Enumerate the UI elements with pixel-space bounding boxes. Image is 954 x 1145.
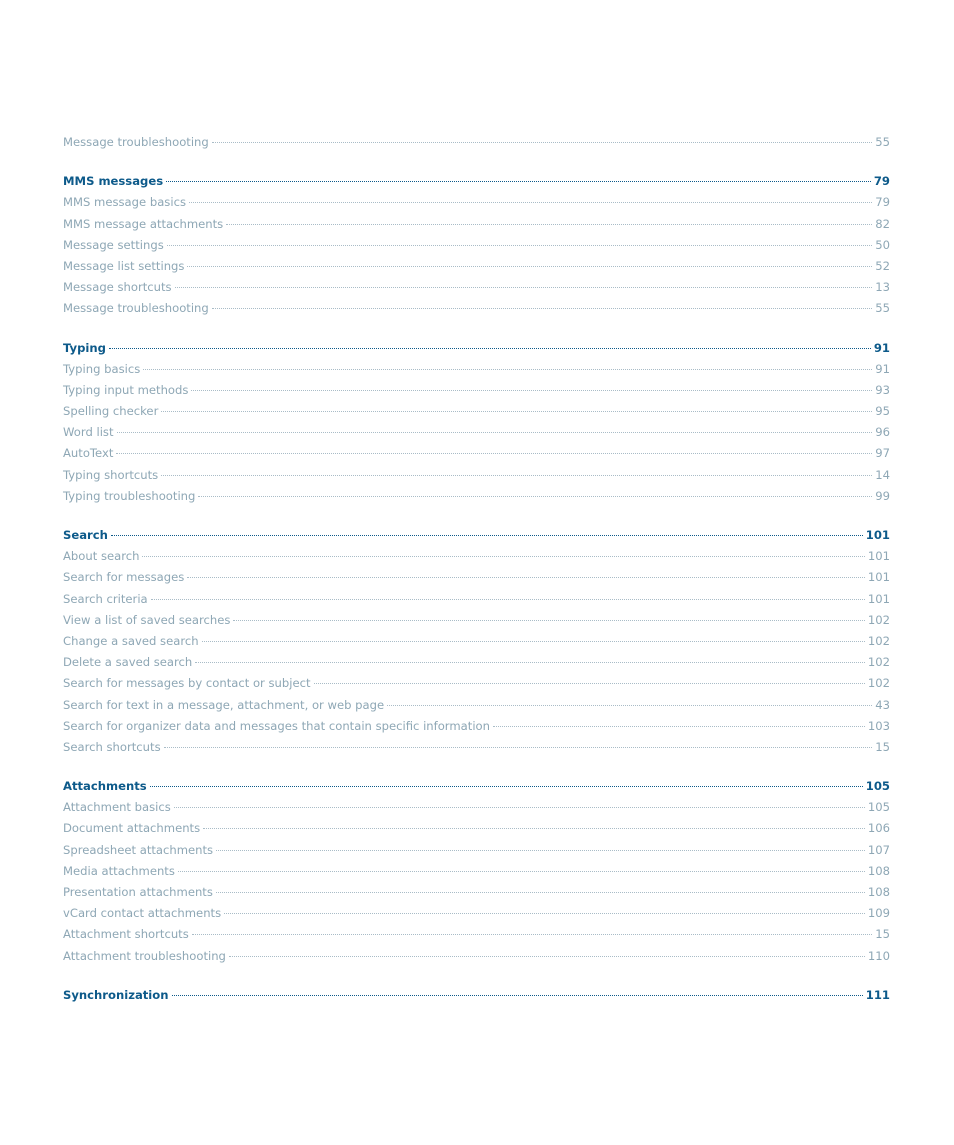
dot-leader [198, 496, 872, 497]
toc-entry-mms-message-attachments[interactable] [63, 214, 890, 235]
toc-heading-label: Synchronization [63, 987, 169, 1002]
toc-heading-page-number: 101 [865, 528, 890, 542]
dot-leader [229, 956, 865, 957]
toc-entry-spelling-checker[interactable] [63, 401, 890, 422]
toc-heading-page-number: 79 [873, 174, 890, 189]
toc-section [63, 776, 890, 967]
toc-heading-mms-messages[interactable] [63, 171, 890, 192]
toc-entry-message-list-settings[interactable] [63, 256, 890, 277]
dot-leader [203, 828, 865, 829]
toc-entry-page-number: 101 [867, 570, 890, 585]
toc-entry-page-number: 109 [867, 906, 890, 921]
dot-leader [164, 747, 873, 748]
dot-leader [314, 683, 865, 684]
toc-entry-attachment-shortcuts[interactable] [63, 924, 890, 945]
dot-leader [195, 662, 865, 663]
dot-leader [191, 390, 872, 391]
dot-leader [117, 432, 873, 433]
toc-entry-change-a-saved-search[interactable] [63, 631, 890, 652]
toc-entry-label: About search [63, 549, 140, 564]
toc-entry-typing-input-methods[interactable] [63, 380, 890, 401]
toc-entry-label: Attachment shortcuts [63, 927, 189, 942]
dot-leader [161, 411, 872, 412]
toc-heading-page-number: 111 [865, 987, 890, 1002]
toc-entry-page-number: 96 [875, 425, 890, 440]
toc-entry-search-for-messages[interactable] [63, 567, 890, 588]
dot-leader [161, 475, 872, 476]
dot-leader [212, 308, 872, 309]
toc-entry-search-criteria[interactable] [63, 589, 890, 610]
dot-leader [212, 142, 872, 143]
dot-leader [116, 453, 872, 454]
table-of-contents [63, 132, 890, 1006]
toc-heading-label: Typing [63, 340, 106, 355]
toc-entry-page-number: 95 [875, 404, 890, 419]
toc-entry-label: Document attachments [63, 821, 201, 836]
dot-leader [387, 705, 872, 706]
toc-heading-search[interactable] [63, 525, 890, 546]
toc-entry-page-number: 102 [867, 633, 890, 648]
toc-entry-page-number: 82 [875, 216, 890, 231]
toc-entry-label: Message list settings [63, 258, 185, 273]
toc-entry-label: Search for messages [63, 570, 185, 585]
toc-entry-message-shortcuts[interactable] [63, 277, 890, 298]
dot-leader [216, 892, 865, 893]
toc-entry-page-number: 93 [875, 382, 890, 397]
toc-entry-label: Typing troubleshooting [63, 488, 196, 503]
toc-heading-typing[interactable] [63, 338, 890, 359]
toc-entry-spreadsheet-attachments[interactable] [63, 840, 890, 861]
toc-entry-label: Search shortcuts [63, 739, 161, 754]
toc-entry-label: Message settings [63, 237, 164, 252]
toc-entry-label: Search for organizer data and messages that contain specific information [63, 718, 490, 733]
toc-section [63, 132, 890, 153]
toc-entry-label: Search criteria [63, 591, 148, 606]
dot-leader [166, 181, 871, 182]
dot-leader [226, 224, 872, 225]
toc-entry-label: Change a saved search [63, 633, 199, 648]
toc-entry-label: Message troubleshooting [63, 135, 209, 149]
toc-entry-page-number: 105 [867, 800, 890, 815]
dot-leader [178, 871, 865, 872]
toc-entry-label: Word list [63, 425, 114, 440]
toc-heading-attachments[interactable] [63, 776, 890, 797]
toc-entry-search-for-text-in-a-message-attachment-or-web-page[interactable] [63, 695, 890, 716]
toc-entry-label: MMS message attachments [63, 216, 224, 231]
toc-entry-page-number: 97 [875, 446, 890, 461]
toc-entry-word-list[interactable] [63, 422, 890, 443]
toc-entry-page-number: 79 [875, 195, 890, 210]
toc-heading-page-number: 91 [873, 340, 890, 355]
toc-entry-search-for-messages-by-contact-or-subject[interactable] [63, 673, 890, 694]
toc-entry-label: Delete a saved search [63, 655, 193, 670]
dot-leader [150, 786, 863, 787]
dot-leader [143, 369, 872, 370]
dot-leader [216, 850, 865, 851]
dot-leader [167, 245, 873, 246]
toc-entry-message-settings[interactable] [63, 235, 890, 256]
toc-entry-page-number: 55 [875, 135, 890, 149]
toc-entry-page-number: 110 [867, 948, 890, 963]
toc-entry-search-shortcuts[interactable] [63, 737, 890, 758]
toc-entry-page-number: 108 [867, 885, 890, 899]
toc-entry-page-number: 15 [875, 739, 890, 754]
toc-entry-label: Spreadsheet attachments [63, 842, 214, 857]
toc-entry-page-number: 52 [875, 258, 890, 273]
dot-leader [111, 535, 863, 536]
toc-entry-view-a-list-of-saved-searches[interactable] [63, 610, 890, 631]
toc-entry-page-number: 99 [875, 488, 890, 503]
toc-entry-media-attachments[interactable] [63, 861, 890, 882]
toc-entry-label: Typing shortcuts [63, 467, 159, 482]
toc-section [63, 338, 890, 508]
toc-entry-page-number: 106 [867, 821, 890, 836]
dot-leader [187, 577, 865, 578]
toc-entry-page-number: 101 [867, 549, 890, 564]
toc-entry-label: Spelling checker [63, 404, 159, 419]
dot-leader [142, 556, 864, 557]
toc-entry-label: View a list of saved searches [63, 612, 231, 627]
toc-entry-label: Media attachments [63, 863, 175, 878]
toc-entry-page-number: 107 [867, 842, 890, 857]
toc-entry-page-number: 13 [875, 280, 890, 295]
dot-leader [187, 266, 872, 267]
toc-entry-label: Attachment basics [63, 800, 171, 815]
toc-section [63, 171, 890, 319]
toc-entry-page-number: 102 [867, 676, 890, 691]
toc-entry-page-number: 102 [867, 655, 890, 670]
toc-entry-message-troubleshooting[interactable] [63, 132, 890, 153]
toc-heading-label: Search [63, 528, 108, 542]
toc-entry-mms-message-basics[interactable] [63, 192, 890, 213]
dot-leader [109, 348, 871, 349]
dot-leader [189, 202, 872, 203]
dot-leader [202, 641, 865, 642]
toc-entry-attachment-basics[interactable] [63, 797, 890, 818]
toc-entry-page-number: 14 [875, 467, 890, 482]
dot-leader [175, 287, 873, 288]
toc-entry-page-number: 108 [867, 863, 890, 878]
toc-entry-vcard-contact-attachments[interactable] [63, 903, 890, 924]
toc-heading-page-number: 105 [865, 779, 890, 794]
toc-entry-label: AutoText [63, 446, 114, 461]
toc-section [63, 525, 890, 758]
dot-leader [151, 599, 865, 600]
toc-entry-delete-a-saved-search[interactable] [63, 652, 890, 673]
toc-entry-autotext[interactable] [63, 443, 890, 464]
toc-entry-message-troubleshooting[interactable] [63, 298, 890, 319]
toc-entry-presentation-attachments[interactable] [63, 882, 890, 903]
toc-entry-page-number: 101 [867, 591, 890, 606]
toc-heading-label: Attachments [63, 779, 147, 794]
toc-entry-label: Message shortcuts [63, 280, 172, 295]
toc-entry-label: Presentation attachments [63, 885, 213, 899]
dot-leader [192, 934, 872, 935]
toc-entry-label: MMS message basics [63, 195, 186, 210]
toc-entry-label: Typing basics [63, 361, 141, 376]
toc-entry-label: Typing input methods [63, 382, 189, 397]
toc-entry-typing-troubleshooting[interactable] [63, 486, 890, 507]
dot-leader [174, 807, 865, 808]
toc-entry-about-search[interactable] [63, 546, 890, 567]
toc-entry-label: vCard contact attachments [63, 906, 222, 921]
toc-section [63, 985, 890, 1006]
toc-heading-label: MMS messages [63, 174, 164, 189]
dot-leader [233, 620, 864, 621]
toc-entry-label: Search for messages by contact or subject [63, 676, 311, 691]
toc-entry-page-number: 15 [875, 927, 890, 942]
toc-entry-document-attachments[interactable] [63, 818, 890, 839]
toc-entry-page-number: 50 [875, 237, 890, 252]
toc-entry-page-number: 103 [867, 718, 890, 733]
toc-entry-label: Search for text in a message, attachment, or web page [63, 697, 385, 712]
toc-entry-label: Attachment troubleshooting [63, 948, 226, 963]
dot-leader [224, 913, 865, 914]
toc-entry-attachment-troubleshooting[interactable] [63, 946, 890, 967]
toc-entry-typing-basics[interactable] [63, 359, 890, 380]
dot-leader [493, 726, 865, 727]
toc-entry-page-number: 91 [875, 361, 890, 376]
toc-entry-page-number: 102 [867, 612, 890, 627]
toc-entry-label: Message troubleshooting [63, 301, 209, 316]
toc-entry-search-for-organizer-data-and-messages-that-contain-specific-information[interactable] [63, 716, 890, 737]
toc-entry-page-number: 55 [875, 301, 890, 316]
dot-leader [172, 995, 863, 996]
toc-entry-page-number: 43 [875, 697, 890, 712]
toc-heading-synchronization[interactable] [63, 985, 890, 1006]
toc-entry-typing-shortcuts[interactable] [63, 465, 890, 486]
